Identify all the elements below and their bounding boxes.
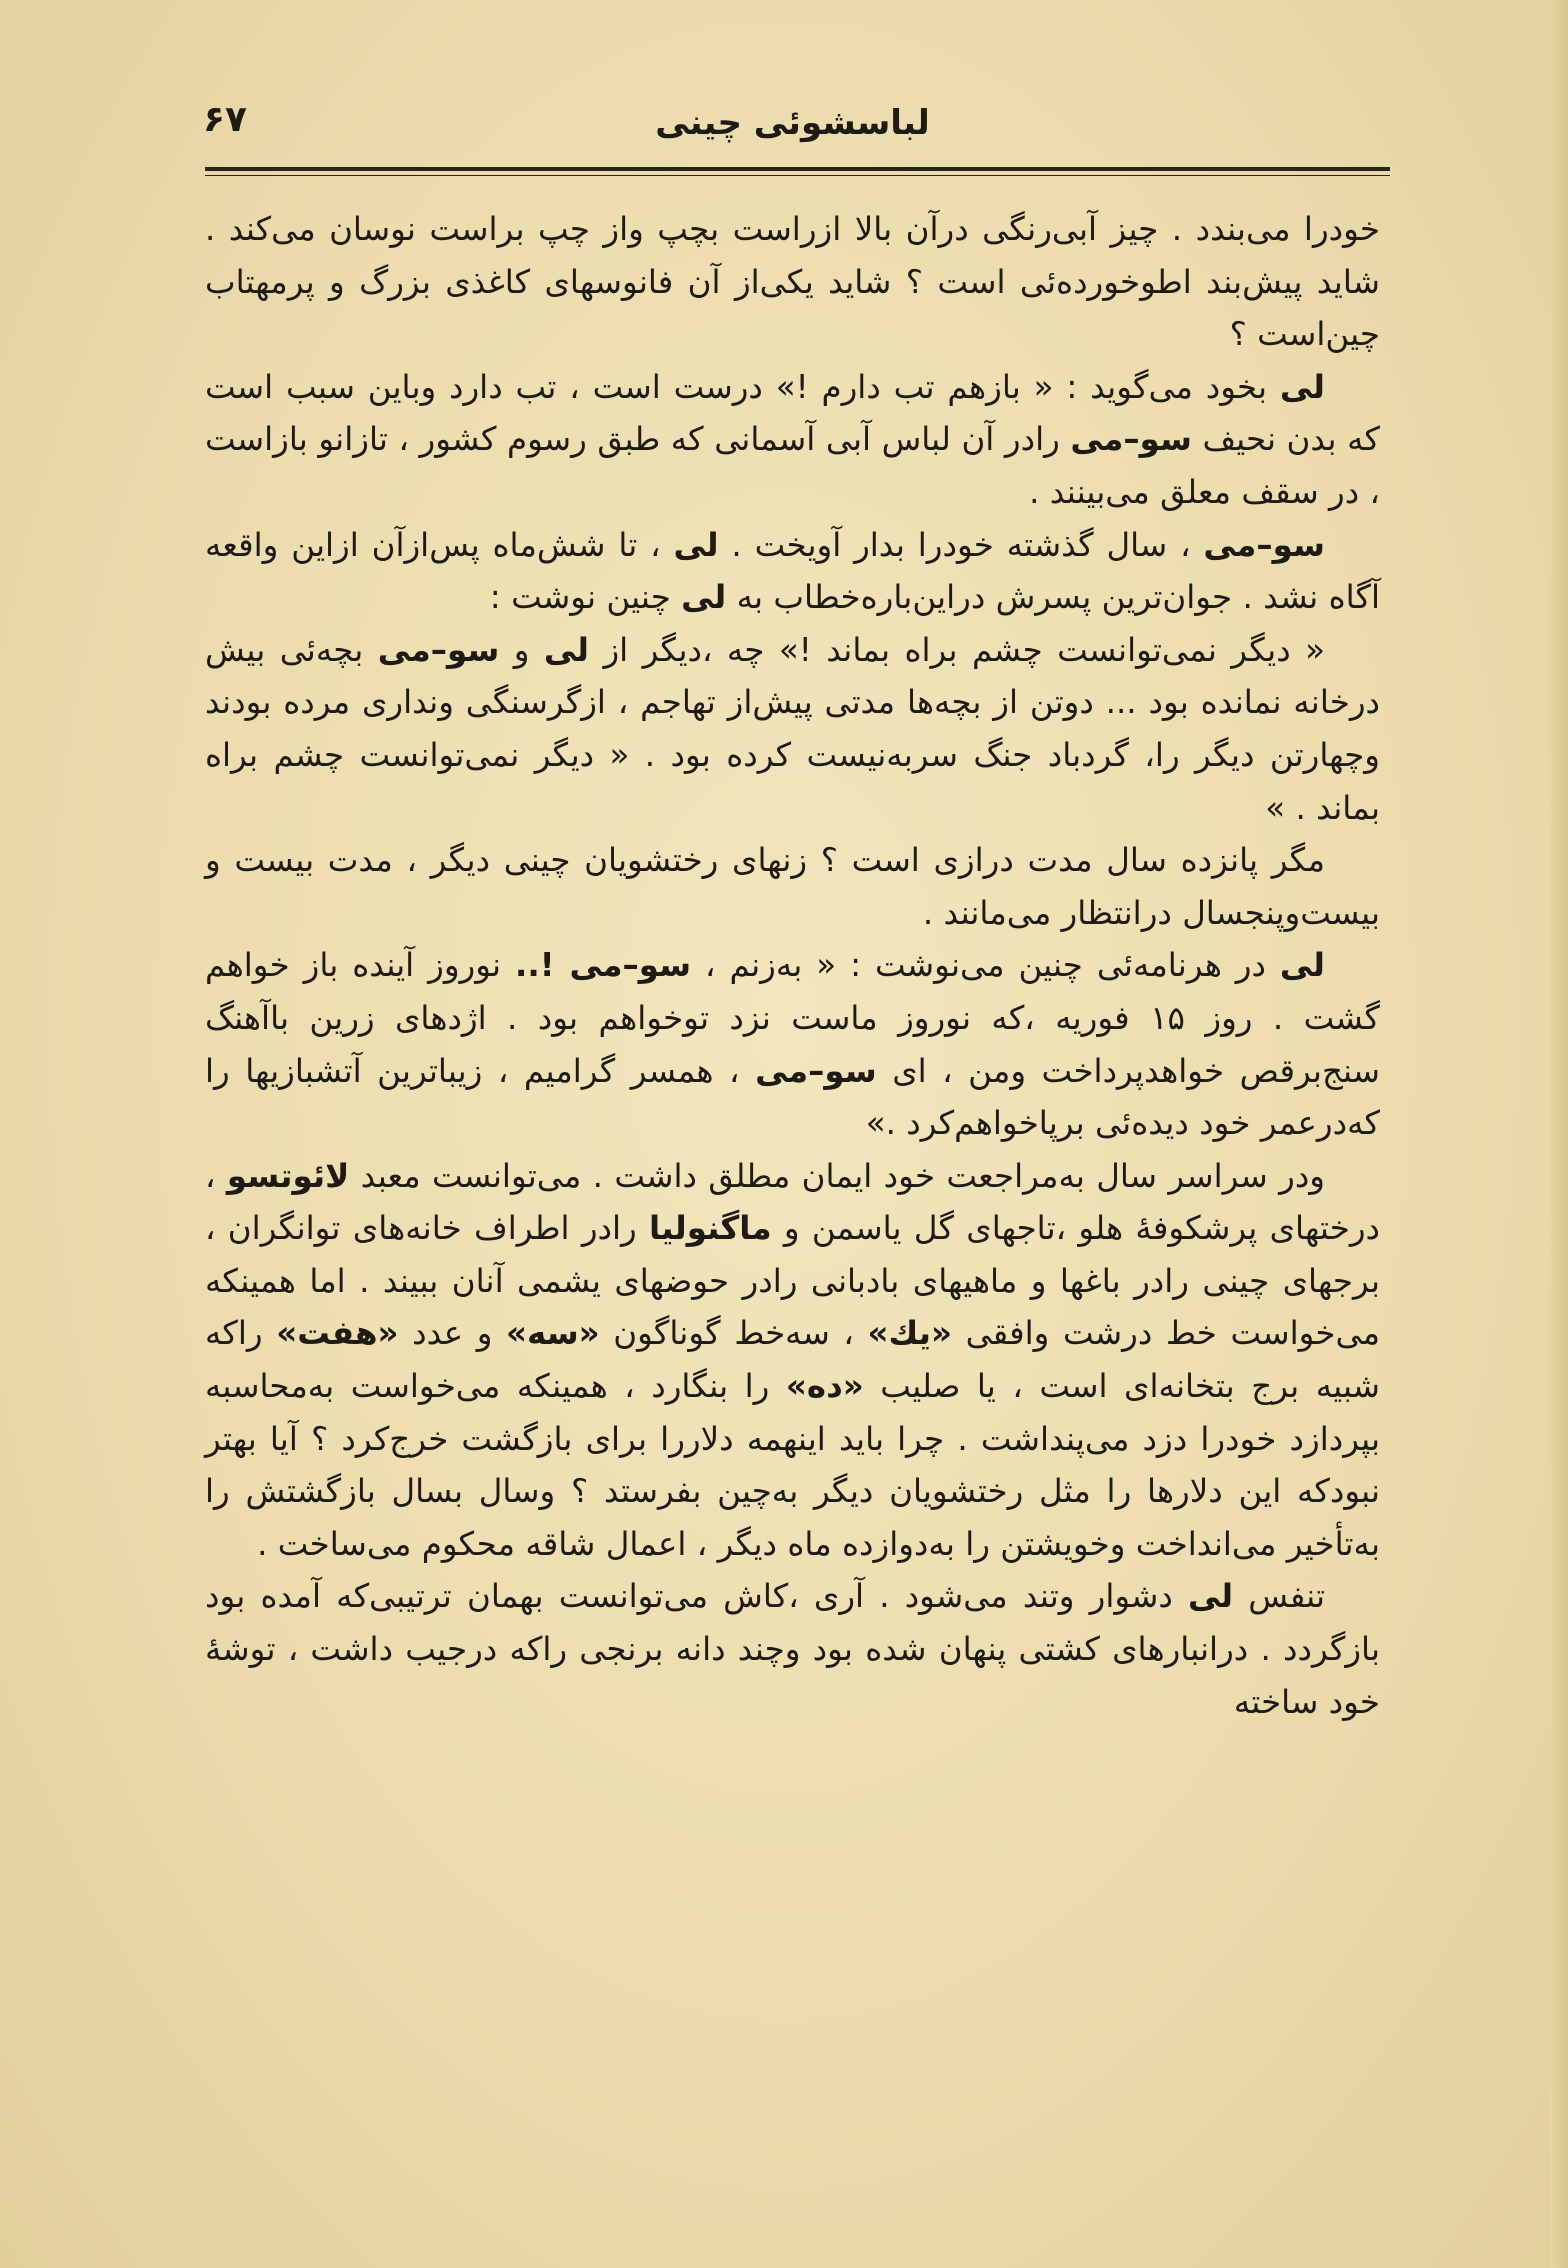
body-text (205, 203, 1380, 1728)
paragraph (205, 939, 1380, 1149)
bold-name: لی (1188, 1577, 1234, 1616)
header-rule (205, 167, 1390, 171)
bold-name: سو–می (1070, 420, 1192, 459)
text-run: و عدد (398, 1314, 506, 1353)
bold-name: «ده» (785, 1367, 864, 1406)
text-run: در هرنامه‌ئی چنین می‌نوشت : « به‌زنم ، (691, 946, 1280, 985)
bold-name: «سه» (506, 1314, 600, 1353)
text-run: بچه‌ئی بیش درخانه نمانده بود ... دوتن از بچه‌ها مدتی پیش‌از تهاجم ، ازگرسنگی ونداری مرده بودند وچهارتن دیگر را، گردباد جنگ سربه‌نیست کرده بود . « دیگر نمی‌توانست چشم براه بماند . » (205, 630, 1380, 827)
text-run: بخود می‌گوید : « بازهم تب دارم !» درست است ، تب دارد وباین سبب است که بدن نحیف (205, 367, 1380, 459)
text-run: ، سه‌خط گوناگون (599, 1314, 868, 1353)
bold-name: ماگنولیا (649, 1209, 772, 1248)
page-number: ۶۷ (203, 99, 247, 140)
header-rule-thin (205, 175, 1390, 176)
text-run: رادر آن لباس آبی آسمانی که طبق رسوم کشور ، تازانو بازاست ، در سقف معلق می‌بینند . (205, 420, 1380, 511)
text-run: ، همسر گرامیم ، زیباترین آتشبازیها را که‌درعمر خود دیده‌ئی برپاخواهم‌کرد .» (205, 1051, 1380, 1143)
bold-name: سو–می (755, 1051, 877, 1090)
text-run: چنین نوشت : (489, 578, 682, 617)
text-run: رادر اطراف خانه‌های توانگران ، برجهای چینی رادر باغها و ماهیهای بادبانی رادر حوضهای یشمی آنان ببیند . اما همینکه می‌خواست خط درشت وافقی (205, 1209, 1380, 1353)
text-run: ، درختهای پرشکوفهٔ هلو ،تاجهای گل یاسمن و (205, 1156, 1380, 1248)
bold-name: سو–می (377, 630, 500, 669)
book-page (205, 95, 1380, 2215)
paragraph (205, 361, 1380, 519)
paragraph (205, 1570, 1380, 1728)
paragraph (205, 834, 1380, 939)
text-run: ، سال گذشته خودرا بدار آویخت . (718, 525, 1204, 564)
text-run: ودر سراسر سال به‌مراجعت خود ایمان مطلق داشت . می‌توانست معبد (349, 1156, 1325, 1195)
bold-name: لی (543, 630, 590, 669)
paragraph (205, 624, 1380, 834)
text-run: را بنگارد ، همینکه می‌خواست به‌محاسبه بپردازد خودرا دزد می‌پنداشت . چرا باید اینهمه دلاررا برای بازگشت خرج‌کرد ؟ آیا بهتر نبودکه این دلارها را مثل رختشویان دیگر به‌چین بفرستد ؟ وسال بسال بازگشتش را به‌تأخیر می‌انداخت وخویشتن را به‌دوازده ماه دیگر ، اعمال شاقه محکوم می‌ساخت . (205, 1367, 1380, 1563)
text-run: راکه شبیه برج بتخانه‌ای است ، یا صلیب (205, 1314, 1380, 1406)
bold-name: سو–می !.. (515, 946, 692, 985)
paragraph (205, 1150, 1380, 1571)
paragraph (205, 519, 1380, 624)
bold-name: «هفت» (276, 1314, 399, 1353)
paragraph (205, 203, 1380, 361)
bold-name: لی (681, 578, 727, 617)
bold-name: لی (1279, 367, 1325, 406)
page-edge (1550, 0, 1568, 2268)
text-run: تنفس (1233, 1577, 1326, 1616)
bold-name: لائوتسو (226, 1156, 350, 1195)
text-run: دشوار وتند می‌شود . آری ،کاش می‌توانست بهمان ترتیبی‌که آمده بود بازگردد . درانبارهای کشتی پنهان شده بود وچند دانه برنجی راکه درجیب داشت ، توشهٔ خود ساخته (205, 1577, 1380, 1721)
text-run: « دیگر نمی‌توانست چشم براه بماند !» چه ،دیگر از (589, 630, 1326, 669)
bold-name: «یك» (867, 1314, 952, 1353)
text-run: ، تا شش‌ماه پس‌ازآن ازاین واقعه آگاه نشد . جوان‌ترین پسرش دراین‌باره‌خطاب به (205, 525, 1380, 617)
bold-name: سو–می (1203, 525, 1326, 564)
bold-name: لی (1279, 946, 1326, 985)
text-run: مگر پانزده سال مدت درازی است ؟ زنهای رختشویان چینی دیگر ، مدت بیست و بیست‌وپنجسال درانتظار می‌مانند . (205, 841, 1380, 932)
text-run: نوروز آینده باز خواهم گشت . روز ۱۵ فوریه ،که نوروز ماست نزد توخواهم بود . اژدهای زرین باآهنگ سنج‌برقص خواهدپرداخت ومن ، ای (205, 946, 1380, 1090)
text-run: و (499, 630, 544, 669)
text-run: خودرا می‌بندد . چیز آبی‌رنگی درآن بالا ازراست بچپ واز چپ براست نوسان می‌کند . شاید پیش‌بند اطوخورده‌ئی است ؟ شاید یکی‌از آن فانوسهای کاغذی بزرگ و پرمهتاب چین‌است ؟ (205, 210, 1380, 354)
bold-name: لی (673, 525, 719, 564)
running-title: لباسشوئی چینی (655, 103, 930, 143)
page-header (205, 95, 1380, 170)
